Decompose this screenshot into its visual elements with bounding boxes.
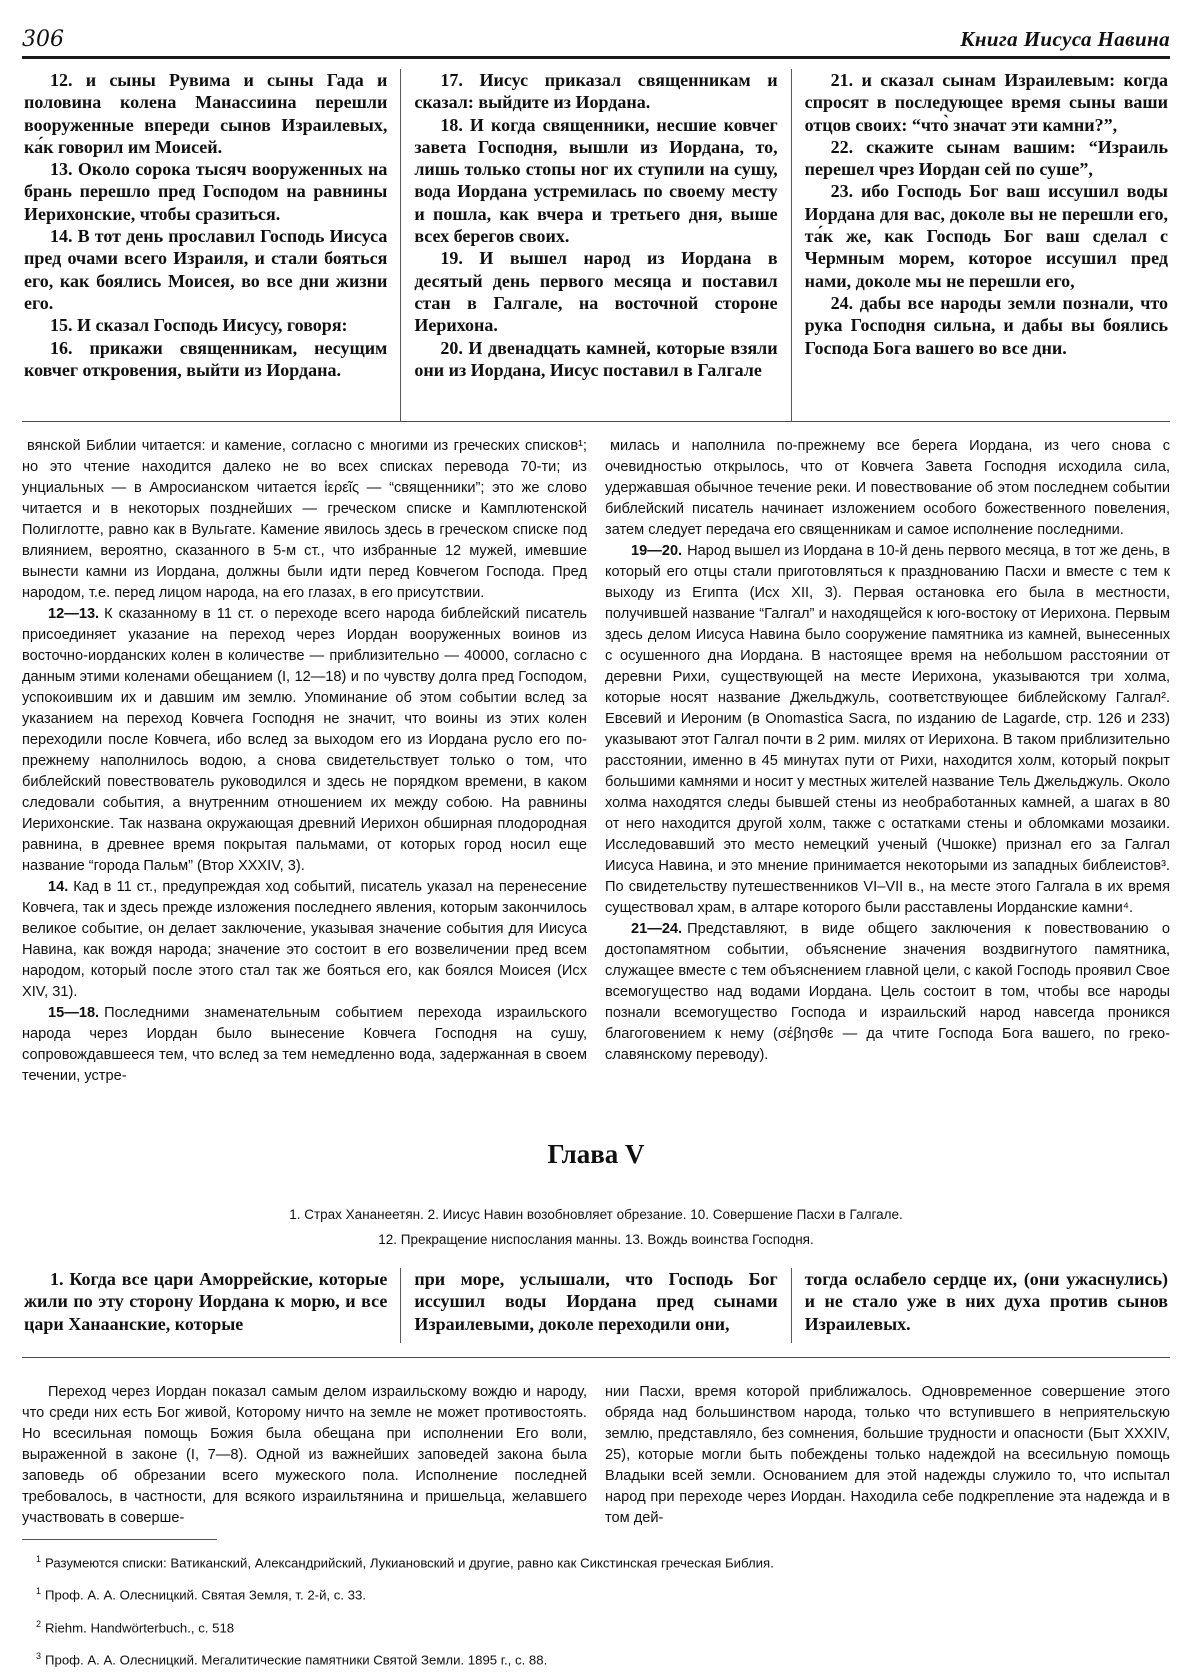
commentary-paragraph [22, 877, 587, 1003]
commentary-text: Народ вышел из Иордана в 10-й день первого месяца, в тот же день, в который его отцы стали приготовляться к празднованию Пасхи и вместе с тем к выходу из Египта (Исх XII, 3). Первая остановка его была в местности, получившей название “Галгал” и находящейся к юго-востоку от Иерихона. Первым здесь делом Иисуса Навина было сооружение памятника из камней, вынесенных с осушенного дна Иордана. В настоящее время на небольшом расстоянии от деревни Рихи, существующей на месте Иерихона, указываются три холма, которые носят название Джельджуль, соответствующее библейскому Галгал². Евсевий и Иероним (в Onomastica Sacra, по изданию de Lagarde, стр. 126 и 233) указывают этот Галгал почти в 2 рим. милях от Иерихона. В таком приблизительно расстоянии, именно в 45 минутах пути от Рихи, находится холм, который покрыт большими камнями и носит у местных жителей название Тель Джельджуль. Около холма находятся следы бывшей стены из необработанных камней, а шагах в 80 от него находится другой холм, также с остатками стены и обломками мозаики. Исследовавший это место немецкий ученый (Чшокке) признал его за Галгал Иисуса Навина, и это мнение принимается некоторыми из западных библеистов³. По свидетельству путешественников VI–VII в., на месте этого Галгала в их время существовал храм, в алтаре которого были расставлены Иорданские камни⁴. [605, 543, 1170, 916]
verse-14: 14. В тот день прославил Господь Иисуса пред очами всего Израиля, и стали бояться его, как боялись Моисея, во все дни жизни его. [24, 226, 388, 313]
verse-column-1 [22, 1268, 400, 1343]
footnote [22, 1610, 1170, 1642]
commentary-column-left [22, 1382, 587, 1529]
footnote [22, 1577, 1170, 1609]
commentary-column-left [22, 436, 587, 1087]
commentary-text: Кад в 11 ст., предупреждая ход событий, писатель указал на перенесение Ковчега, так и здесь прежде изложения последнего явления, которым закончилось великое событие, он делает заключение, указывая значение события для Иисуса Навина, как вождя народа; значение это состоит в его возвеличении пред всем народом, который после этого стал так же бояться его, как боялся Моисея (Исх XIV, 31). [22, 879, 587, 1000]
page-header [22, 14, 1170, 52]
chapter-summary-line: 12. Прекращение ниспослания манны. 13. Вождь воинства Господня. [378, 1232, 814, 1247]
footnote [22, 1545, 1170, 1577]
header-rule [22, 56, 1170, 59]
bible-text-chapter4 [22, 69, 1170, 421]
verse-24: 24. дабы все народы земли познали, что рука Господня сильна, и дабы вы боялись Господа Бога вашего во все дни. [804, 292, 1168, 358]
footnote-marker: 1 [36, 1554, 42, 1564]
verse-column-2 [400, 1268, 790, 1343]
commentary-text: К сказанному в 11 ст. о переходе всего народа библейский писатель присоединяет указание на переход через Иордан вооруженных воинов из восточно-иорданских колен в количестве — приблизительно — 40000, согласно с данным этими коленами обещанием (I, 12—18) и по чувству долга пред Господом, успокоившим их и давшим им землю. Упоминание об этом событии вслед за указанием на переход Ковчега Господня не значит, что воины из этих колен переходили после Ковчега, ибо вслед за выходом его из Иордана русло его по-прежнему наполнилось водою, а снова свидетельствует только о том, что библейский повествователь руководился и здесь не порядком времени, в каком следовали события, а внутренним отношением их между собою. На равнины Иерихонские. Так названа окружающая древний Иерихон обширная плодородная равнина, в древнее время покрытая пальмами, от которых город носил еще название “города Пальм” (Втор XXXIV, 3). [22, 606, 587, 874]
footnote-text: Разумеются списки: Ватиканский, Александрийский, Лукиановский и другие, равно как Сикстинская греческая Библия. [45, 1555, 774, 1571]
verse-13: 13. Около сорока тысяч вооруженных на брань перешло пред Господом на равнины Иерихонские, чтобы сразиться. [24, 159, 388, 224]
running-title: Книга Иисуса Навина [960, 27, 1170, 51]
footnote-marker: 3 [36, 1651, 42, 1662]
verse-range-label: 19—20. [631, 543, 683, 559]
chapter-summary-line: 1. Страх Хананеетян. 2. Иисус Навин возобновляет обрезание. 10. Совершение Пасхи в Галгале. [289, 1207, 903, 1222]
commentary-column-right [605, 436, 1170, 1087]
verse-20: 20. И двенадцать камней, которые взяли они из Иордана, Иисус поставил в Галгале [414, 337, 778, 380]
verse-19: 19. И вышел народ из Иордана в десятый день первого месяца и поставил стан в Галгале, на восточной стороне Иерихона. [414, 248, 778, 336]
section-divider [22, 421, 1170, 422]
commentary-text: вянской Библии читается: и камение, согласно с многими из греческих списков¹; но это чтение находится далеко не во всех списках перевода 70-ти; из унциальных — в Амросианском читается ἱερεῖς — “священники”; это же слово читается и в некоторых позднейших — греческом списке и Камплютенской Полиглотте, равно как в Вульгате. Камение явилось здесь в греческом списке под влиянием, вероятно, сказанного в 5-м ст., что избранные 12 мужей, имевшие вынести камни из Иордана, должны были идти перед Ковчегом Господа. Пред народом, т.е. перед лицом народа, на его глазах, в его присутствии. [22, 438, 587, 601]
commentary-paragraph [605, 436, 1170, 541]
footnote-text: Riehm. Handwörterbuch., с. 518 [45, 1620, 235, 1636]
verse-range-label: 14. [48, 879, 69, 895]
verse-1-part1: 1. Когда все цари Аморрейские, которые жили по эту сторону Иордана к морю, и все цари Ханаанские, которые [24, 1269, 388, 1334]
verse-range-label: 15—18. [48, 1005, 100, 1021]
verse-16: 16. прикажи священникам, несущим ковчег откровения, выйти из Иордана. [24, 337, 388, 380]
footnote [22, 1642, 1170, 1674]
commentary-column-right [605, 1382, 1170, 1529]
verse-column-3 [791, 1268, 1170, 1343]
verse-range-label: 21—24. [631, 921, 683, 937]
commentary-text: Представляют, в виде общего заключения к повествованию о достопамятном событии, объяснение значения воздвигнутого памятника, служащее вместе с тем объяснением главной цели, с какой Господь проявил Свое всемогущество над водами Иордана. Цель состоит в том, чтобы все народы познали всемогущество Господа и израильский народ навсегда проникся благоговением к нему (σέβησθε — да чтите Господа Бога вашего, по греко-славянскому переводу). [605, 921, 1170, 1063]
commentary-text: Последними знаменательным событием перехода израильского народа через Иордан было вынесение Ковчега Господня на сушу, сопровождавшееся тем, что вслед за тем немедленно вода, задержанная в своем течении, устре- [22, 1005, 587, 1084]
verse-12: 12. и сыны Рувима и сыны Гада и половина колена Манассиина перешли вооруженные впереди сынов Израилевых, ка́к говорил им Моисей. [24, 70, 388, 157]
verse-22: 22. скажите сынам вашим: “Израиль перешел чрез Иордан сей по суше”, [804, 136, 1168, 180]
section-divider [22, 1357, 1170, 1358]
commentary-paragraph [22, 604, 587, 877]
verse-1-part2: при море, услышали, что Господь Бог иссушил воды Иордана пред сынами Израилевыми, доколе переходили они, [414, 1269, 778, 1334]
verse-23: 23. ибо Господь Бог ваш иссушил воды Иордана для вас, доколе вы не перешли его, та́к же, как Господь Бог ваш сделал с Чермным морем, которое иссушил пред нами, доколе мы не перешли его, [804, 181, 1168, 291]
footnote-text: Проф. А. А. Олесницкий. Святая Земля, т. 2-й, с. 33. [45, 1587, 367, 1603]
verse-18: 18. И когда священники, несшие ковчег завета Господня, вышли из Иордана, то, лишь только стопы ног их ступили на сушу, вода Иордана устремилась по своему месту и пошла, как вчера и третьего дня, выше всех берегов своих. [414, 114, 778, 247]
verse-column-3 [791, 69, 1170, 421]
verse-21: 21. и сказал сынам Израилевым: когда спросят в последующее время сыны ваши отцов своих: “что̀ значат эти камни?”, [804, 70, 1168, 135]
verse-1-part3: тогда ослабело сердце их, (они ужаснулись) и не стало уже в них духа против сынов Израилевых. [804, 1269, 1168, 1334]
footnote-separator [22, 1539, 217, 1540]
page-number: 306 [22, 27, 64, 52]
verse-17: 17. Иисус приказал священникам и сказал: выйдите из Иордана. [414, 70, 778, 113]
verse-range-label: 12—13. [48, 606, 100, 622]
commentary-paragraph: нии Пасхи, время которой приближалось. Одновременное совершение этого обряда над большинством народа, только что вступившего в неприятельскую землю, представляло, без сомнения, большие трудности и опасности (Быт XXXIV, 25), которые могли быть побеждены только надеждой на всесильную помощь Владыки всей земли. Основанием для этой надежды служило то, что испытал народ при переходе через Иордан. Находила себе подкрепление эта надежда и в том дей- [605, 1384, 1170, 1526]
footnote-text: Проф. А. А. Олесницкий. Мегалитические памятники Святой Земли. 1895 г., с. 88. [45, 1652, 548, 1668]
commentary-paragraph: Переход через Иордан показал самым делом израильскому вождю и народу, что среди них есть Бог живой, Которому ничто на земле не может противостоять. Но всесильная помощь Божия была обещана при исполнении Его воли, выраженной в законе (I, 7—8). Одной из важнейших заповедей закона была заповедь об обрезании всего мужеского пола. Исполнение последней требовалось, в частности, для всякого израильтянина и пришельца, желавшего участвовать в соверше- [22, 1384, 587, 1526]
verse-column-2 [400, 69, 790, 421]
commentary-paragraph [22, 1003, 587, 1087]
footnotes [22, 1545, 1170, 1675]
chapter-summary [22, 1202, 1170, 1252]
commentary-paragraph [22, 436, 587, 604]
chapter-heading: Глава V [547, 1139, 645, 1169]
verse-column-1 [22, 69, 400, 421]
footnote-marker: 1 [36, 1586, 42, 1597]
commentary-text: милась и наполнила по-прежнему все берега Иордана, из чего снова с очевидностью открылось, что от Ковчега Завета Господня исходила сила, удержавшая обычное течение реки. И повествование об этом последнем событии библейский писатель начинает изложением особого божественного повеления, затем следует передача его священникам и самое исполнение последними. [605, 438, 1170, 538]
commentary-chapter5 [22, 1382, 1170, 1529]
verse-15: 15. И сказал Господь Иисусу, говоря: [50, 315, 348, 336]
commentary-paragraph [605, 541, 1170, 919]
commentary-chapter4 [22, 436, 1170, 1087]
footnote-marker: 2 [36, 1618, 42, 1629]
bible-text-chapter5 [22, 1268, 1170, 1343]
commentary-paragraph [605, 919, 1170, 1066]
